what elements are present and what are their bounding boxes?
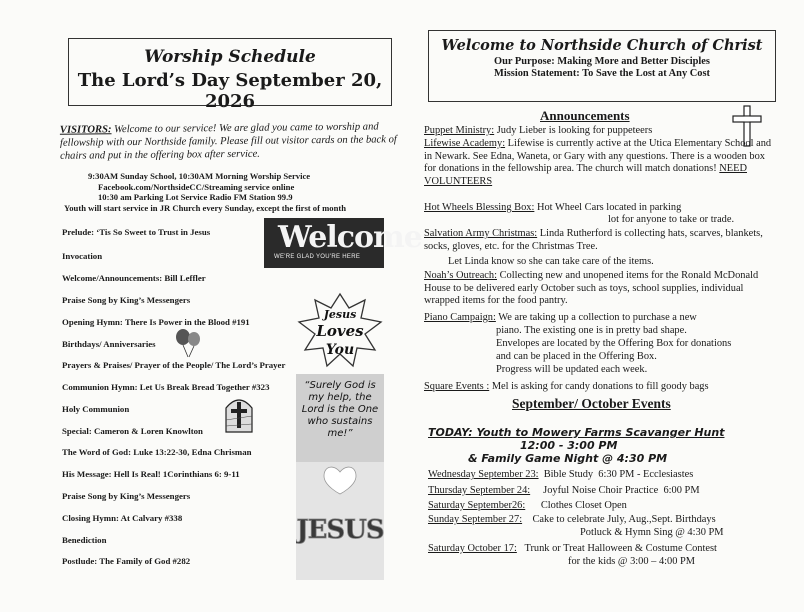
church-heading: Welcome to Northside Church of Christ	[441, 37, 763, 54]
event-row	[428, 543, 717, 556]
puppet-label: Puppet Ministry:	[424, 125, 495, 136]
scripture-quote: “Surely God is my help, the Lord is the One who sustains me!”	[296, 374, 384, 462]
event-day: Sunday September 27:	[428, 514, 523, 525]
hotwheels-text-2: lot for anyone to take or trade.	[608, 214, 735, 225]
lifewise-text: Lifewise is currently active at the Utica Elementary School and in Newark. See Edna, Waneta, or Gary with any questions. There is a wooden box for donations in the fellowship area. The church will match donations!	[424, 138, 772, 175]
puppet-text: Judy Lieber is looking for puppeteers	[494, 125, 653, 136]
welcome-subtitle: WE'RE GLAD YOU'RE HERE	[274, 254, 361, 260]
event-text: Potluck & Hymn Sing @ 4:30 PM	[580, 527, 724, 538]
worship-schedule-title-box	[68, 38, 392, 112]
event-day: Thursday September 24:	[428, 485, 531, 496]
order-item: Praise Song by King’s Messengers	[62, 295, 191, 305]
today-event	[428, 426, 768, 465]
event-text: Joyful Noise Choir Practice 6:00 PM	[530, 485, 700, 496]
event-text: Bible Study 6:30 PM - Ecclesiastes	[538, 469, 694, 480]
schedule-line: Facebook.com/NorthsideCC/Streaming service online	[98, 181, 295, 192]
visitors-note	[60, 120, 400, 163]
schedule-line: Youth will start service in JR Church every Sunday, except the first of month	[64, 202, 346, 213]
lifewise-academy	[424, 138, 774, 188]
jesus-artwork	[296, 462, 384, 580]
piano-line: piano. The existing one is in pretty bad shape.	[496, 325, 687, 336]
order-item: Welcome/Announcements: Bill Leffler	[62, 273, 206, 283]
today-game-night: & Family Game Night @ 4:30 PM	[468, 452, 668, 465]
order-item: Benediction	[62, 535, 107, 545]
order-item: The Word of God: Luke 13:22-30, Edna Chrisman	[62, 447, 252, 457]
today-time: 12:00 - 3:00 PM	[520, 439, 618, 452]
order-item: Holy Communion	[62, 404, 130, 414]
piano-text: We are taking up a collection to purchase a new	[495, 312, 697, 323]
order-item: Closing Hymn: At Calvary #338	[62, 513, 183, 523]
schedule-line: 10:30 am Parking Lot Service Radio FM Station 99.9	[98, 192, 293, 202]
visitors-label: VISITORS:	[59, 124, 112, 136]
event-row	[428, 485, 700, 498]
order-item: Invocation	[62, 251, 103, 261]
order-item: Prayers & Praises/ Prayer of the People/ The Lord’s Prayer	[62, 360, 286, 370]
event-text: Clothes Closet Open	[525, 500, 627, 511]
jesus-loves-you-graphic	[295, 290, 385, 370]
visitors-text: Welcome to our service! We are glad you came to worship and fellowship with our Northside family. Please fill out visitor cards on the back of chairs and put in the offering box after service.	[59, 121, 397, 162]
puppet-ministry	[424, 125, 774, 138]
salvation-text-2: Let Linda know so she can take care of the items.	[448, 256, 654, 267]
piano-label: Piano Campaign:	[424, 312, 496, 323]
hotwheels-label: Hot Wheels Blessing Box:	[424, 202, 535, 213]
service-schedule	[64, 171, 346, 213]
event-row	[428, 514, 716, 527]
piano-line: Progress will be updated each week.	[496, 364, 648, 375]
worship-schedule-heading: Worship Schedule	[144, 47, 316, 67]
order-item: Special: Cameron & Loren Knowlton	[62, 426, 203, 436]
church-purpose: Our Purpose: Making More and Better Disciples	[494, 56, 710, 67]
salvation-label: Salvation Army Christmas:	[424, 228, 538, 239]
church-welcome-box	[428, 30, 776, 102]
order-item: Postlude: The Family of God #282	[62, 556, 191, 566]
event-day: Wednesday September 23:	[428, 469, 539, 480]
event-row	[580, 527, 724, 540]
jesus-graphic	[296, 462, 384, 580]
balloons-icon	[172, 328, 206, 358]
announcements-title: Announcements	[540, 108, 630, 123]
noahs-outreach	[424, 270, 774, 308]
lifewise-label: Lifewise Academy:	[424, 138, 506, 149]
event-row	[428, 469, 693, 482]
jesus-loves-line: Loves	[316, 322, 364, 340]
order-item: Opening Hymn: There Is Power in the Blood #191	[62, 317, 250, 327]
schedule-line: 9:30AM Sunday School, 10:30AM Morning Worship Service	[88, 171, 311, 181]
jesus-loves-line: You	[325, 342, 355, 358]
hot-wheels-blessing-box	[424, 202, 774, 215]
jesus-loves-line: Jesus	[323, 308, 357, 321]
event-row	[428, 500, 627, 513]
order-item: Communion Hymn: Let Us Break Bread Together #323	[62, 382, 270, 392]
event-text: Cake to celebrate July, Aug.,Sept. Birthdays	[522, 514, 716, 525]
square-text: Mel is asking for candy donations to fill goody bags	[489, 381, 709, 392]
order-item: His Message: Hell Is Real! 1Corinthians 6: 9-11	[62, 469, 240, 479]
noah-label: Noah’s Outreach:	[424, 270, 497, 281]
square-events	[424, 381, 774, 394]
stained-glass-cross-icon	[224, 394, 254, 434]
event-text: Trunk or Treat Halloween & Costume Contest	[516, 543, 717, 554]
piano-line: and can be placed in the Offering Box.	[496, 351, 657, 362]
noah-text: Collecting new and unopened items for the Ronald McDonald House to be delivered early October such as toys, school supplies, individual wrapped items for the food pantry.	[424, 270, 759, 307]
order-item: Praise Song by King’s Messengers	[62, 491, 191, 501]
order-item: Birthdays/ Anniversaries	[62, 339, 156, 349]
event-day: Saturday September26:	[428, 500, 526, 511]
salvation-text: Linda Rutherford is collecting hats, scarves, blankets, socks, gloves, etc. for the Christmas Tree.	[424, 228, 763, 252]
piano-campaign	[424, 312, 774, 325]
welcome-graphic	[264, 218, 422, 268]
event-text: for the kids @ 3:00 – 4:00 PM	[568, 556, 696, 567]
jesus-word: JESUS	[296, 515, 384, 545]
events-title: September/ October Events	[512, 396, 671, 411]
event-day: Saturday October 17:	[428, 543, 517, 554]
today-line: TODAY: Youth to Mowery Farms Scavanger Hunt	[428, 426, 725, 439]
need-volunteers: NEED VOLUNTEERS	[424, 163, 747, 187]
order-item: Prelude: ‘Tis So Sweet to Trust in Jesus	[62, 227, 211, 237]
salvation-army-christmas	[424, 228, 774, 253]
welcome-word: Welcome	[278, 220, 422, 255]
mission-statement: Mission Statement: To Save the Lost at Any Cost	[494, 68, 710, 79]
lords-day-date: The Lord’s Day September 20, 2026	[77, 70, 383, 112]
hotwheels-text: Hot Wheel Cars located in parking	[534, 202, 682, 213]
event-row	[568, 556, 695, 569]
piano-line: Envelopes are located by the Offering Box for donations	[496, 338, 732, 349]
heart-icon	[324, 467, 356, 494]
square-label: Square Events :	[424, 381, 490, 392]
